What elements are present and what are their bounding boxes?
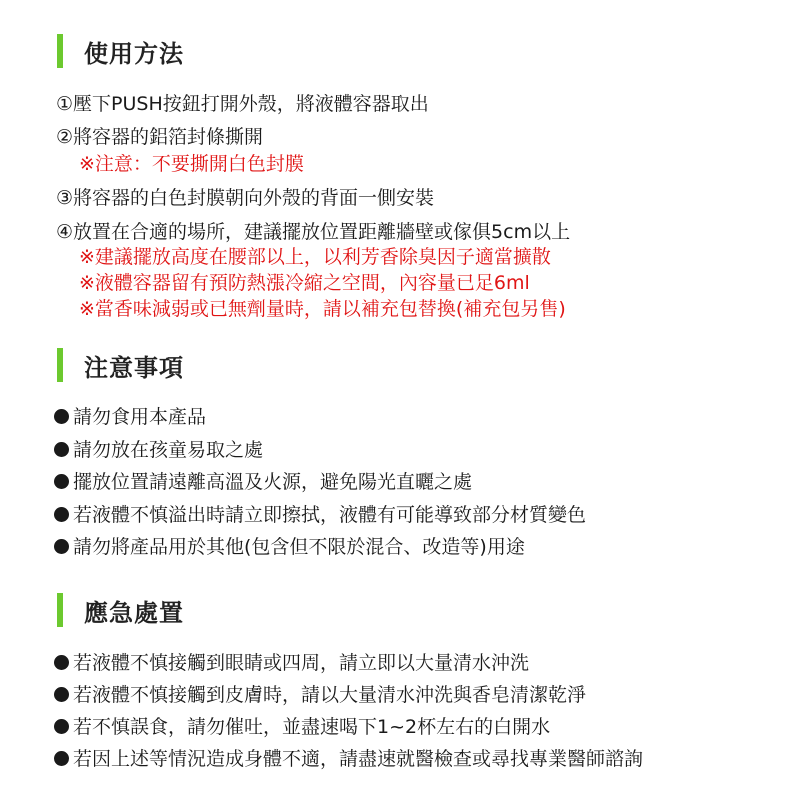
bullet-icon [54,409,69,424]
accent-bar [57,34,63,68]
usage-note-4: ※當香味減弱或已無劑量時，請以補充包替換(補充包另售) [79,298,566,320]
bullet-icon [54,719,69,734]
emergency-item-text: 若液體不慎接觸到皮膚時，請以大量清水沖洗與香皂清潔乾淨 [73,684,587,706]
precaution-item-text: 請勿將產品用於其他(包含但不限於混合、改造等)用途 [73,536,525,558]
emergency-item [54,715,550,739]
emergency-item [54,683,586,707]
section-emergency-title: 應急處置 [84,598,184,627]
accent-bar [57,593,63,627]
precaution-item-text: 若液體不慎溢出時請立即擦拭，液體有可能導致部分材質變色 [73,504,587,526]
emergency-item-text: 若因上述等情況造成身體不適，請盡速就醫檢查或尋找專業醫師諮詢 [73,748,644,770]
emergency-item [54,651,529,675]
precaution-item-text: 請勿放在孩童易取之處 [73,439,264,461]
usage-step-4: ④放置在合適的場所，建議擺放位置距離牆壁或傢俱5cm以上 [56,221,571,243]
usage-note-2: ※建議擺放高度在腰部以上，以利芳香除臭因子適當擴散 [79,246,551,268]
usage-note-3: ※液體容器留有預防熱漲冷縮之空間，內容量已足6ml [79,272,530,294]
bullet-icon [54,655,69,670]
emergency-item-text: 若液體不慎接觸到眼睛或四周，請立即以大量清水沖洗 [73,652,530,674]
precaution-item [54,438,263,462]
section-usage-title: 使用方法 [84,39,184,68]
precaution-item-text: 擺放位置請遠離高溫及火源，避免陽光直曬之處 [73,471,473,493]
bullet-icon [54,474,69,489]
bullet-icon [54,442,69,457]
emergency-item [54,747,643,771]
usage-step-1: ①壓下PUSH按鈕打開外殼，將液體容器取出 [56,93,429,115]
precaution-item [54,503,586,527]
accent-bar [57,348,63,382]
usage-step-2: ②將容器的鋁箔封條撕開 [56,126,264,148]
precaution-item-text: 請勿食用本產品 [73,406,207,428]
precaution-item [54,535,525,559]
section-precautions-title: 注意事項 [84,353,184,382]
bullet-icon [54,507,69,522]
section-precautions-heading [57,348,184,382]
bullet-icon [54,539,69,554]
bullet-icon [54,687,69,702]
precaution-item [54,405,206,429]
emergency-item-text: 若不慎誤食，請勿催吐，並盡速喝下1~2杯左右的白開水 [73,716,551,738]
section-emergency-heading [57,593,184,627]
precaution-item [54,470,472,494]
section-usage-heading [57,34,184,68]
usage-note-1: ※注意：不要撕開白色封膜 [79,153,304,175]
usage-step-3: ③將容器的白色封膜朝向外殼的背面一側安裝 [56,187,435,209]
bullet-icon [54,751,69,766]
